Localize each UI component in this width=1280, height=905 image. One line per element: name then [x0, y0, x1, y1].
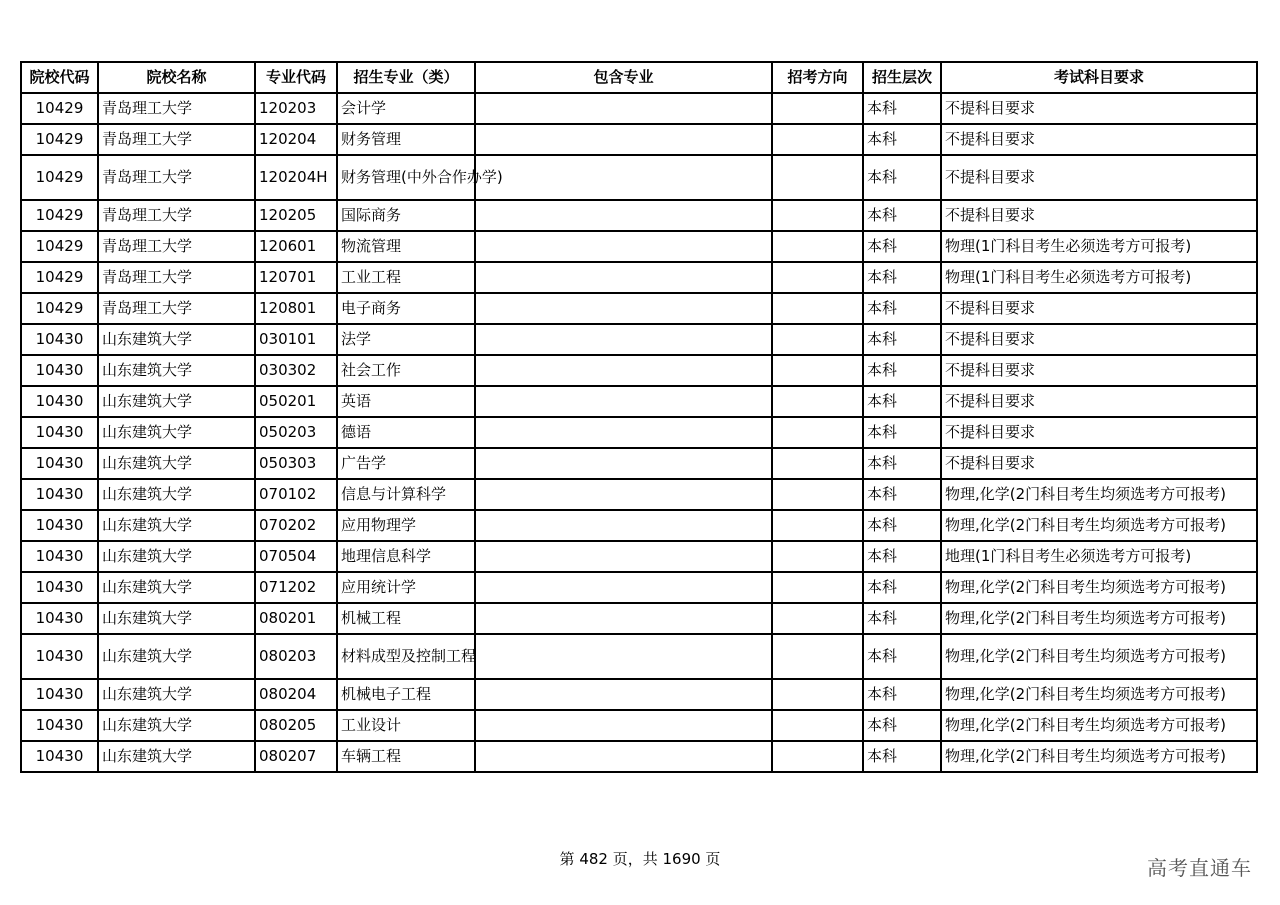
cell-level: 本科: [863, 386, 941, 417]
cell-school-code: 10430: [21, 324, 98, 355]
table-row: [21, 710, 1257, 741]
cell-major: 应用统计学: [337, 572, 475, 603]
cell-school-code: 10430: [21, 572, 98, 603]
header-direction: 招考方向: [772, 62, 863, 93]
cell-subject-requirement: 物理,化学(2门科目考生均须选考方可报考): [941, 510, 1257, 541]
cell-major-code: 120601: [255, 231, 337, 262]
cell-included-majors: [475, 634, 772, 679]
cell-level: 本科: [863, 417, 941, 448]
cell-school-code: 10429: [21, 93, 98, 124]
cell-subject-requirement: 地理(1门科目考生必须选考方可报考): [941, 541, 1257, 572]
cell-major: 工业设计: [337, 710, 475, 741]
cell-direction: [772, 293, 863, 324]
cell-school-code: 10429: [21, 231, 98, 262]
cell-direction: [772, 262, 863, 293]
cell-direction: [772, 572, 863, 603]
watermark-logo-text: 高考直通车: [1147, 856, 1252, 880]
cell-level: 本科: [863, 741, 941, 772]
cell-major: 会计学: [337, 93, 475, 124]
header-included-majors: 包含专业: [475, 62, 772, 93]
cell-major: 应用物理学: [337, 510, 475, 541]
cell-level: 本科: [863, 572, 941, 603]
cell-major-code: 070202: [255, 510, 337, 541]
cell-school-code: 10430: [21, 510, 98, 541]
cell-school-code: 10429: [21, 262, 98, 293]
cell-major: 地理信息科学: [337, 541, 475, 572]
cell-major-code: 080201: [255, 603, 337, 634]
cell-direction: [772, 155, 863, 200]
cell-direction: [772, 634, 863, 679]
cell-school-code: 10430: [21, 479, 98, 510]
cell-direction: [772, 386, 863, 417]
cell-direction: [772, 200, 863, 231]
table-row: [21, 200, 1257, 231]
cell-direction: [772, 541, 863, 572]
cell-included-majors: [475, 124, 772, 155]
cell-school-code: 10430: [21, 603, 98, 634]
header-school-name: 院校名称: [98, 62, 255, 93]
cell-direction: [772, 710, 863, 741]
cell-school-name: 青岛理工大学: [98, 124, 255, 155]
cell-major-code: 050201: [255, 386, 337, 417]
cell-school-code: 10429: [21, 155, 98, 200]
cell-included-majors: [475, 93, 772, 124]
cell-school-code: 10429: [21, 200, 98, 231]
table-row: [21, 324, 1257, 355]
cell-school-name: 山东建筑大学: [98, 386, 255, 417]
cell-level: 本科: [863, 603, 941, 634]
cell-major-code: 070504: [255, 541, 337, 572]
table-row: [21, 262, 1257, 293]
cell-major-code: 080204: [255, 679, 337, 710]
table-row: [21, 124, 1257, 155]
cell-major: 材料成型及控制工程: [337, 634, 475, 679]
cell-level: 本科: [863, 679, 941, 710]
cell-school-name: 青岛理工大学: [98, 93, 255, 124]
cell-included-majors: [475, 155, 772, 200]
cell-level: 本科: [863, 541, 941, 572]
cell-school-code: 10430: [21, 710, 98, 741]
cell-included-majors: [475, 200, 772, 231]
table-row: [21, 572, 1257, 603]
cell-school-name: 山东建筑大学: [98, 634, 255, 679]
cell-school-code: 10429: [21, 293, 98, 324]
table-row: [21, 510, 1257, 541]
cell-school-name: 山东建筑大学: [98, 448, 255, 479]
cell-subject-requirement: 不提科目要求: [941, 417, 1257, 448]
cell-school-code: 10430: [21, 448, 98, 479]
cell-major-code: 080205: [255, 710, 337, 741]
cell-major-code: 120801: [255, 293, 337, 324]
cell-major-code: 030302: [255, 355, 337, 386]
cell-level: 本科: [863, 231, 941, 262]
cell-major: 德语: [337, 417, 475, 448]
cell-included-majors: [475, 324, 772, 355]
header-school-code: 院校代码: [21, 62, 98, 93]
table-row: [21, 417, 1257, 448]
cell-included-majors: [475, 448, 772, 479]
cell-level: 本科: [863, 479, 941, 510]
cell-school-name: 山东建筑大学: [98, 710, 255, 741]
cell-included-majors: [475, 572, 772, 603]
cell-level: 本科: [863, 93, 941, 124]
cell-direction: [772, 93, 863, 124]
cell-direction: [772, 324, 863, 355]
cell-level: 本科: [863, 448, 941, 479]
cell-direction: [772, 510, 863, 541]
admissions-table: [20, 61, 1258, 773]
cell-school-name: 山东建筑大学: [98, 324, 255, 355]
cell-level: 本科: [863, 155, 941, 200]
cell-included-majors: [475, 603, 772, 634]
table-header: [21, 62, 1257, 93]
cell-level: 本科: [863, 355, 941, 386]
cell-school-code: 10430: [21, 679, 98, 710]
cell-school-name: 青岛理工大学: [98, 200, 255, 231]
cell-direction: [772, 741, 863, 772]
table-row: [21, 448, 1257, 479]
cell-subject-requirement: 不提科目要求: [941, 293, 1257, 324]
cell-school-name: 青岛理工大学: [98, 231, 255, 262]
cell-level: 本科: [863, 324, 941, 355]
cell-included-majors: [475, 417, 772, 448]
table-row: [21, 231, 1257, 262]
cell-included-majors: [475, 479, 772, 510]
cell-major: 财务管理: [337, 124, 475, 155]
cell-school-code: 10430: [21, 634, 98, 679]
cell-included-majors: [475, 679, 772, 710]
cell-included-majors: [475, 386, 772, 417]
cell-subject-requirement: 物理,化学(2门科目考生均须选考方可报考): [941, 572, 1257, 603]
cell-major: 国际商务: [337, 200, 475, 231]
table-row: [21, 541, 1257, 572]
cell-direction: [772, 679, 863, 710]
cell-school-code: 10430: [21, 741, 98, 772]
cell-included-majors: [475, 262, 772, 293]
cell-subject-requirement: 不提科目要求: [941, 448, 1257, 479]
cell-level: 本科: [863, 124, 941, 155]
cell-school-name: 山东建筑大学: [98, 741, 255, 772]
cell-major: 社会工作: [337, 355, 475, 386]
cell-subject-requirement: 不提科目要求: [941, 355, 1257, 386]
cell-subject-requirement: 不提科目要求: [941, 155, 1257, 200]
cell-level: 本科: [863, 710, 941, 741]
cell-subject-requirement: 物理,化学(2门科目考生均须选考方可报考): [941, 741, 1257, 772]
cell-major-code: 071202: [255, 572, 337, 603]
cell-school-name: 山东建筑大学: [98, 679, 255, 710]
cell-included-majors: [475, 510, 772, 541]
table-row: [21, 634, 1257, 679]
cell-school-code: 10429: [21, 124, 98, 155]
table-row: [21, 741, 1257, 772]
cell-included-majors: [475, 355, 772, 386]
header-subject-requirement: 考试科目要求: [941, 62, 1257, 93]
header-row: [21, 62, 1257, 93]
cell-major-code: 120204: [255, 124, 337, 155]
cell-school-name: 山东建筑大学: [98, 479, 255, 510]
cell-school-code: 10430: [21, 541, 98, 572]
header-major-code: 专业代码: [255, 62, 337, 93]
header-level: 招生层次: [863, 62, 941, 93]
cell-major: 机械工程: [337, 603, 475, 634]
cell-included-majors: [475, 231, 772, 262]
cell-direction: [772, 124, 863, 155]
cell-level: 本科: [863, 510, 941, 541]
cell-major: 工业工程: [337, 262, 475, 293]
table-row: [21, 679, 1257, 710]
cell-school-name: 山东建筑大学: [98, 572, 255, 603]
cell-subject-requirement: 物理(1门科目考生必须选考方可报考): [941, 231, 1257, 262]
cell-major: 物流管理: [337, 231, 475, 262]
cell-major-code: 080207: [255, 741, 337, 772]
cell-school-name: 青岛理工大学: [98, 262, 255, 293]
cell-included-majors: [475, 541, 772, 572]
cell-level: 本科: [863, 634, 941, 679]
cell-major: 广告学: [337, 448, 475, 479]
table-row: [21, 93, 1257, 124]
cell-school-code: 10430: [21, 417, 98, 448]
cell-major-code: 120205: [255, 200, 337, 231]
cell-subject-requirement: 物理,化学(2门科目考生均须选考方可报考): [941, 603, 1257, 634]
cell-direction: [772, 479, 863, 510]
cell-subject-requirement: 不提科目要求: [941, 124, 1257, 155]
cell-direction: [772, 448, 863, 479]
cell-major-code: 030101: [255, 324, 337, 355]
cell-school-code: 10430: [21, 355, 98, 386]
cell-school-name: 山东建筑大学: [98, 603, 255, 634]
cell-school-name: 青岛理工大学: [98, 155, 255, 200]
cell-subject-requirement: 物理,化学(2门科目考生均须选考方可报考): [941, 710, 1257, 741]
cell-major-code: 070102: [255, 479, 337, 510]
cell-level: 本科: [863, 262, 941, 293]
cell-major: 英语: [337, 386, 475, 417]
cell-included-majors: [475, 741, 772, 772]
cell-school-name: 青岛理工大学: [98, 293, 255, 324]
table-row: [21, 479, 1257, 510]
cell-level: 本科: [863, 293, 941, 324]
cell-subject-requirement: 物理(1门科目考生必须选考方可报考): [941, 262, 1257, 293]
admissions-table-container: [20, 61, 1256, 773]
cell-direction: [772, 417, 863, 448]
cell-major-code: 120204H: [255, 155, 337, 200]
cell-subject-requirement: 不提科目要求: [941, 386, 1257, 417]
cell-direction: [772, 603, 863, 634]
cell-school-name: 山东建筑大学: [98, 417, 255, 448]
cell-major: 财务管理(中外合作办学): [337, 155, 475, 200]
cell-included-majors: [475, 710, 772, 741]
header-major: 招生专业（类）: [337, 62, 475, 93]
cell-subject-requirement: 不提科目要求: [941, 93, 1257, 124]
table-body: [21, 93, 1257, 772]
cell-school-name: 山东建筑大学: [98, 355, 255, 386]
cell-major-code: 080203: [255, 634, 337, 679]
cell-major: 车辆工程: [337, 741, 475, 772]
cell-major: 法学: [337, 324, 475, 355]
table-row: [21, 155, 1257, 200]
cell-major: 信息与计算科学: [337, 479, 475, 510]
cell-level: 本科: [863, 200, 941, 231]
cell-major-code: 050303: [255, 448, 337, 479]
table-row: [21, 386, 1257, 417]
table-row: [21, 355, 1257, 386]
cell-direction: [772, 355, 863, 386]
table-row: [21, 293, 1257, 324]
cell-major-code: 120203: [255, 93, 337, 124]
cell-school-name: 山东建筑大学: [98, 541, 255, 572]
cell-included-majors: [475, 293, 772, 324]
cell-major: 机械电子工程: [337, 679, 475, 710]
cell-major-code: 050203: [255, 417, 337, 448]
table-row: [21, 603, 1257, 634]
cell-subject-requirement: 物理,化学(2门科目考生均须选考方可报考): [941, 679, 1257, 710]
cell-subject-requirement: 不提科目要求: [941, 200, 1257, 231]
cell-subject-requirement: 不提科目要求: [941, 324, 1257, 355]
cell-subject-requirement: 物理,化学(2门科目考生均须选考方可报考): [941, 634, 1257, 679]
cell-direction: [772, 231, 863, 262]
cell-subject-requirement: 物理,化学(2门科目考生均须选考方可报考): [941, 479, 1257, 510]
cell-major: 电子商务: [337, 293, 475, 324]
page-number: 第 482 页，共 1690 页: [559, 850, 721, 868]
cell-school-code: 10430: [21, 386, 98, 417]
cell-school-name: 山东建筑大学: [98, 510, 255, 541]
cell-major-code: 120701: [255, 262, 337, 293]
